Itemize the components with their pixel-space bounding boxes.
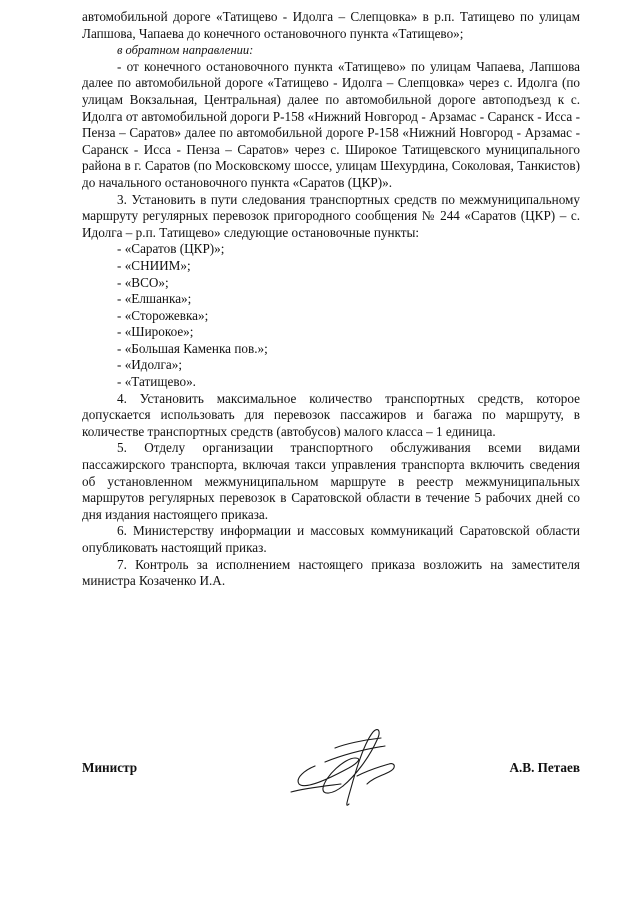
stop-item: - «Идолга»; [117, 357, 183, 373]
stop-item: - «ВСО»; [117, 274, 169, 290]
stop-item: - «Большая Каменка пов.»; [117, 340, 268, 356]
stop-item: - «Широкое»; [117, 324, 194, 340]
signatory-name: А.В. Петаев [509, 760, 580, 775]
signatory-title: Министр [82, 760, 138, 775]
stops-list [82, 241, 580, 390]
reverse-direction-heading: в обратном направлении: [117, 43, 254, 58]
document-body [82, 9, 580, 590]
item-7-paragraph: 7. Контроль за исполнением настоящего приказа возложить на заместителя министра Козаченко И.А. [82, 556, 580, 589]
item-5-paragraph: 5. Отделу организации транспортного обслуживания всеми видами пассажирского транспорта, включая такси управления транспорта включить сведения об установленном межмуниципальном маршруте в реестр межмуниципальных маршрутов регулярных перевозок в Саратовской области в течение 5 рабочих дней со дня издания настоящего приказа. [82, 440, 580, 522]
stop-item: - «Саратов (ЦКР)»; [117, 241, 225, 257]
stop-item: - «Сторожевка»; [117, 307, 209, 323]
route-continuation-paragraph: автомобильной дороге «Татищево - Идолга – Слепцовка» в р.п. Татищево по улицам Лапшова, Чапаева до конечного остановочного пункта «Татищево»; [82, 9, 580, 41]
stop-item: - «Татищево». [117, 374, 196, 390]
item-6-paragraph: 6. Министерству информации и массовых коммуникаций Саратовской области опубликовать настоящий приказ. [82, 523, 580, 555]
item-4-paragraph: 4. Установить максимальное количество транспортных средств, которое допускается использовать для перевозок пассажиров и багажа по маршруту, в количестве транспортных средств (автобусов) малого класса – 1 единица. [82, 390, 580, 439]
item-3-paragraph: 3. Установить в пути следования транспортных средств по межмуниципальному маршруту регулярных перевозок пригородного сообщения № 244 «Саратов (ЦКР) – с. Идолга – р.п. Татищево» следующие остановочные пункты: [82, 191, 580, 240]
signature-row [82, 760, 580, 780]
reverse-route-paragraph: - от конечного остановочного пункта «Татищево» по улицам Чапаева, Лапшова далее по автомобильной дороге «Татищево - Идолга – Слепцовка» через с. Идолга (по улицам Вокзальная, Центральная) далее по автомобильной дороге автоподъезд к с. Идолга от автомобильной дороги Р-158 «Нижний Новгород - Арзамас - Саранск - Исса - Пенза – Саратов» далее по автомобильной дороге Р-158 «Нижний Новгород - Арзамас - Саранск - Исса - Пенза – Саратов» через с. Широкое Татищевского муниципального района в г. Саратов (по Московскому шоссе, улицам Шехурдина, Соколовая, Танкистов) до начального остановочного пункта «Саратов (ЦКР)». [82, 58, 580, 190]
stop-item: - «СНИИМ»; [117, 257, 191, 273]
stop-item: - «Елшанка»; [117, 291, 192, 307]
